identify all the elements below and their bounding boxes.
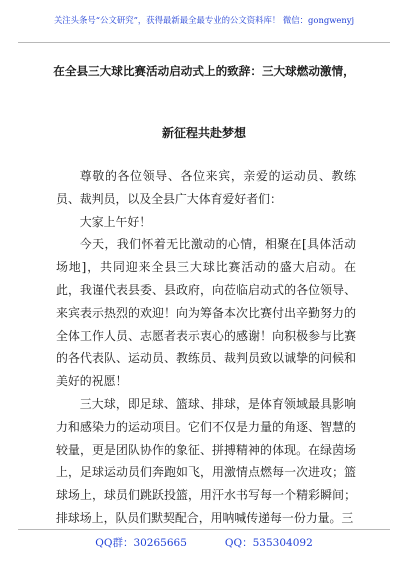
- paragraph-welcome: 今天，我们怀着无比激动的心情，相聚在[具体活动场地]，共同迎来全县三大球比赛活动的盛大启动。在此，我谨代表县委、县政府，向莅临启动式的各位领导、来宾表示热烈的欢迎！向为筹备本次比赛付出辛勤努力的全体工作人员、志愿者表示衷心的感谢！向积极参与比赛的各代表队、运动员、教练员、裁判员致以诚挚的问候和美好的祝愿！: [56, 237, 356, 389]
- paragraph-salutation: 尊敬的各位领导、各位来宾，亲爱的运动员、教练员、裁判员，以及全县广大体育爱好者们：: [56, 169, 356, 206]
- document-subtitle: 新征程共赴梦想: [161, 126, 246, 140]
- footer-contact: [0, 535, 408, 550]
- footer-divider: [18, 529, 390, 530]
- document-title: 在全县三大球比赛活动启动式上的致辞：三大球燃动激情，: [53, 64, 355, 78]
- paragraph-greeting: 大家上午好！: [79, 214, 152, 229]
- document-body: [56, 165, 356, 530]
- footer-qq-number: QQ：535304092: [224, 537, 313, 549]
- header-promo-note: 关注头条号“公文研究”，获得最新最全最专业的公文资料库！ 微信：gongwenyj: [53, 15, 355, 25]
- paragraph-three-balls: 三大球，即足球、篮球、排球，是体育领域最具影响力和感染力的运动项目。它们不仅是力量的角逐、智慧的较量，更是团队协作的象征、拼搏精神的体现。在绿茵场上，足球运动员们奔跑如飞，用激情点燃每一次进攻；篮球场上，球员们跳跃投篮，用汗水书写每一个精彩瞬间；排球场上，队员们默契配合，用呐喊传递每一份力量。三: [56, 396, 356, 525]
- header-divider: [18, 42, 390, 43]
- footer-qq-group: QQ群：30265665: [95, 537, 187, 549]
